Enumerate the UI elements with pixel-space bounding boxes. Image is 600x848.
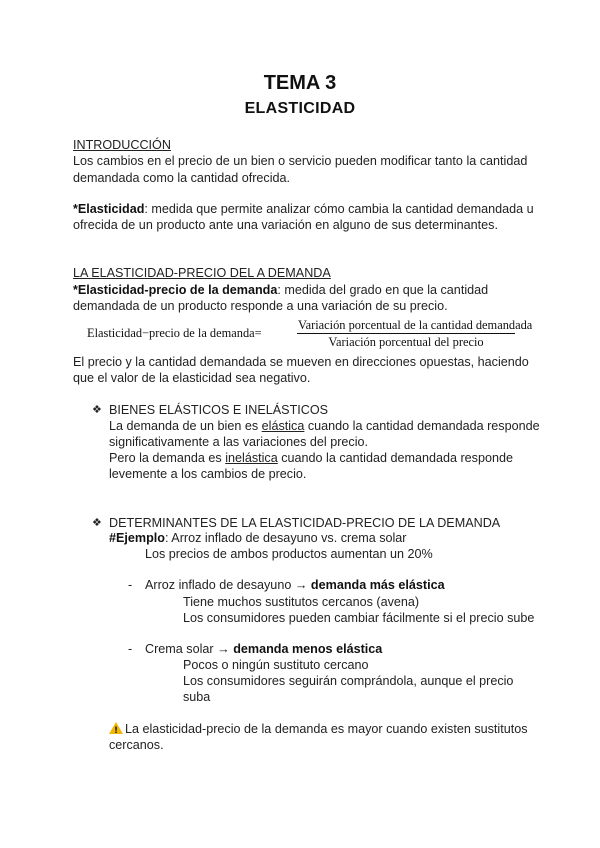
term-bold: *Elasticidad: [73, 202, 145, 216]
paragraph-line: El precio y la cantidad demandada se mueven en direcciones opuestas, haciendo: [73, 355, 529, 369]
example-line: [109, 530, 407, 547]
underlined-term: elástica: [261, 419, 305, 433]
sub-item-line: Pocos o ningún sustituto cercano: [183, 658, 369, 672]
definition-text-line: ofrecida de un producto ante una variación en alguno de sus determinantes.: [73, 218, 498, 232]
warning-icon: [109, 722, 123, 734]
formula-denominator: Variación porcentual del precio: [328, 335, 484, 349]
bullet-heading: BIENES ELÁSTICOS E INELÁSTICOS: [109, 403, 329, 417]
term-bold: demanda menos elástica: [233, 642, 383, 656]
dash-bullet: -: [128, 642, 133, 656]
definition-text-line: demandada de un producto responde a una variación de su precio.: [73, 299, 448, 313]
text-span: cuando la cantidad demandada responde: [277, 451, 514, 465]
warning-note: [109, 721, 528, 738]
sub-item-line: [145, 577, 445, 594]
diamond-bullet-icon: ❖: [92, 517, 102, 529]
intro-heading: INTRODUCCIÓN: [73, 138, 171, 152]
formula-numerator: Variación porcentual de la cantidad demandada: [298, 318, 533, 332]
text-span: cuando la cantidad demandada responde: [304, 419, 540, 433]
bullet-text-line: [109, 418, 540, 435]
intro-text-line: Los cambios en el precio de un bien o servicio pueden modificar tanto la cantidad: [73, 154, 528, 168]
definition-text: : medida del grado en que la cantidad: [277, 283, 489, 297]
text-span: : Arroz inflado de desayuno vs. crema solar: [165, 531, 407, 545]
bullet-heading: DETERMINANTES DE LA ELASTICIDAD-PRECIO DE LA DEMANDA: [109, 516, 501, 530]
section-heading: LA ELASTICIDAD-PRECIO DEL A DEMANDA: [73, 266, 331, 280]
underlined-term: inelástica: [225, 451, 278, 465]
bullet-text-line: levemente a los cambios de precio.: [109, 467, 307, 481]
definition-text: : medida que permite analizar cómo cambia la cantidad demandada u: [144, 202, 534, 216]
fraction-bar: [297, 333, 515, 334]
sub-item-line: Los consumidores seguirán comprándola, aunque el precio: [183, 674, 514, 688]
bullet-text-line: [109, 450, 513, 467]
sub-item-line: [145, 641, 382, 658]
paragraph-line: que el valor de la elasticidad sea negativo.: [73, 371, 311, 385]
sub-item-line: Los consumidores pueden cambiar fácilmente si el precio sube: [183, 611, 535, 625]
dash-bullet: -: [128, 578, 133, 592]
term-bold: #Ejemplo: [109, 531, 165, 545]
warning-text-line: cercanos.: [109, 738, 164, 752]
intro-text-line: demandada como la cantidad ofrecida.: [73, 171, 291, 185]
page-subtitle: ELASTICIDAD: [244, 100, 356, 117]
page-title: TEMA 3: [263, 72, 337, 94]
bullet-text-line: significativamente a las variaciones del precio.: [109, 435, 369, 449]
diamond-bullet-icon: ❖: [92, 404, 102, 416]
term-bold: *Elasticidad-precio de la demanda: [73, 283, 278, 297]
text-span: La demanda de un bien es: [109, 419, 262, 433]
sub-item-line: suba: [183, 690, 211, 704]
sub-item-line: Tiene muchos sustitutos cercanos (avena): [183, 595, 420, 609]
example-line: Los precios de ambos productos aumentan un 20%: [145, 547, 433, 561]
term-bold: demanda más elástica: [310, 578, 445, 592]
text-span: Arroz inflado de desayuno →: [145, 578, 311, 592]
text-span: Pero la demanda es: [109, 451, 226, 465]
warning-text: La elasticidad-precio de la demanda es mayor cuando existen sustitutos: [125, 722, 528, 736]
elasticity-definition: [73, 201, 534, 218]
text-span: Crema solar →: [145, 642, 234, 656]
price-elasticity-definition: [73, 282, 488, 299]
formula-lhs: Elasticidad−precio de la demanda=: [87, 326, 262, 340]
